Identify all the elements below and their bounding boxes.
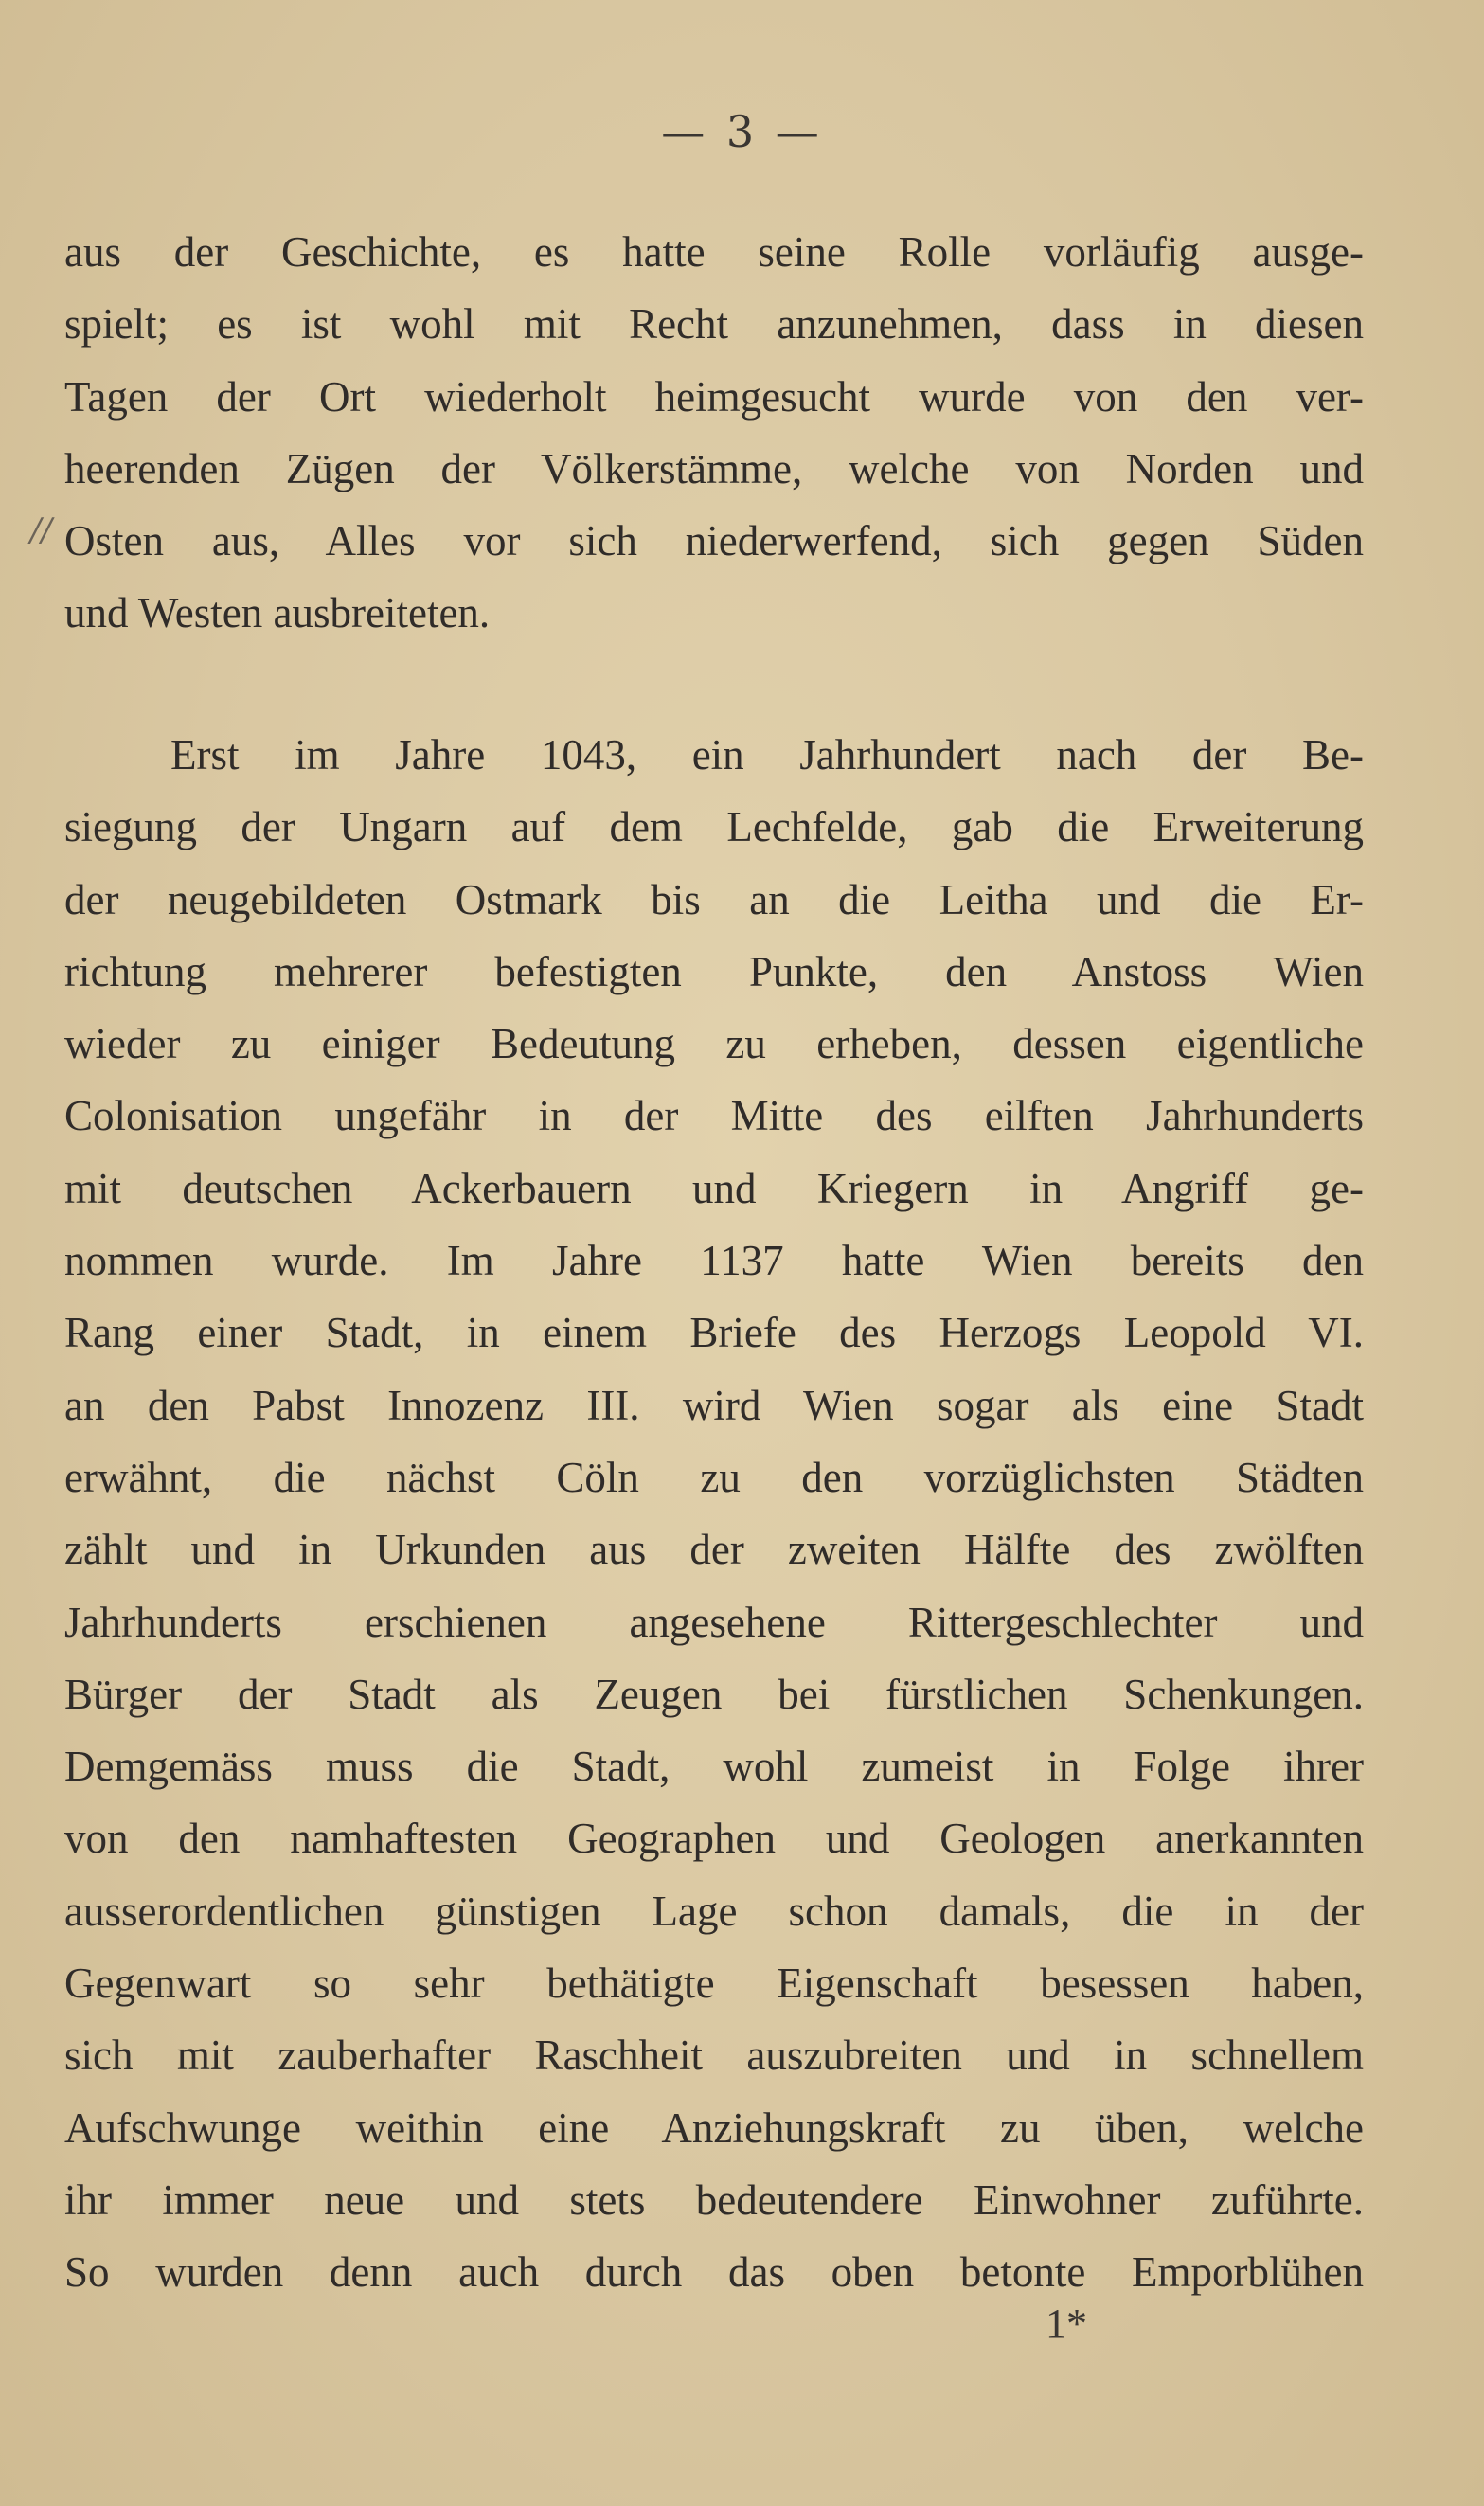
text-line: Osten aus, Alles vor sich niederwerfend, sich gegen Süden bbox=[64, 517, 1364, 565]
text-line: Tagen der Ort wiederholt heimgesucht wurde von den ver- bbox=[64, 372, 1364, 421]
page-number: — 3 — bbox=[661, 106, 823, 157]
text-line: Bürger der Stadt als Zeugen bei fürstlichen Schenkungen. bbox=[64, 1670, 1364, 1718]
paragraph-1 bbox=[64, 216, 1364, 650]
text-line: heerenden Zügen der Völkerstämme, welche von Norden und bbox=[64, 444, 1364, 492]
text-line: der neugebildeten Ostmark bis an die Leitha und die Er- bbox=[64, 875, 1364, 923]
text-line: spielt; es ist wohl mit Recht anzunehmen, dass in diesen bbox=[64, 300, 1364, 349]
signature-mark: 1* bbox=[1046, 2300, 1087, 2347]
text-line: Demgemäss muss die Stadt, wohl zumeist in Folge ihrer bbox=[64, 1743, 1364, 1791]
text-line: Jahrhunderts erschienen angesehene Rittergeschlechter und bbox=[64, 1598, 1364, 1646]
text-line: siegung der Ungarn auf dem Lechfelde, gab die Erweiterung bbox=[64, 803, 1364, 851]
text-line: und Westen ausbreiteten. bbox=[64, 589, 491, 637]
text-line: Gegenwart so sehr bethätigte Eigenschaft besessen haben, bbox=[64, 1960, 1364, 2008]
text-line: Rang einer Stadt, in einem Briefe des Herzogs Leopold VI. bbox=[64, 1309, 1364, 1357]
text-line: ihr immer neue und stets bedeutendere Einwohner zuführte. bbox=[64, 2175, 1364, 2224]
text-line: wieder zu einiger Bedeutung zu erheben, dessen eigentliche bbox=[64, 1020, 1364, 1068]
margin-annotation: // bbox=[30, 511, 52, 549]
text-line: nommen wurde. Im Jahre 1137 hatte Wien bereits den bbox=[64, 1237, 1364, 1285]
text-line: mit deutschen Ackerbauern und Kriegern in Angriff ge- bbox=[64, 1164, 1364, 1212]
text-line: zählt und in Urkunden aus der zweiten Hälfte des zwölften bbox=[64, 1526, 1364, 1574]
text-line: Colonisation ungefähr in der Mitte des eilften Jahrhunderts bbox=[64, 1092, 1364, 1140]
text-line: So wurden denn auch durch das oben betonte Emporblühen bbox=[64, 2248, 1364, 2297]
paragraph-2 bbox=[64, 719, 1364, 2309]
text-line: von den namhaftesten Geographen und Geologen anerkannten bbox=[64, 1815, 1364, 1863]
text-line: sich mit zauberhafter Raschheit auszubreiten und in schnellem bbox=[64, 2032, 1364, 2080]
text-line: Erst im Jahre 1043, ein Jahrhundert nach der Be- bbox=[170, 731, 1364, 779]
text-line: aus der Geschichte, es hatte seine Rolle vorläufig ausge- bbox=[64, 228, 1364, 276]
text-line: ausserordentlichen günstigen Lage schon damals, die in der bbox=[64, 1887, 1364, 1935]
text-line: richtung mehrerer befestigten Punkte, den Anstoss Wien bbox=[64, 947, 1364, 995]
text-line: Aufschwunge weithin eine Anziehungskraft zu üben, welche bbox=[64, 2103, 1364, 2152]
text-line: erwähnt, die nächst Cöln zu den vorzüglichsten Städten bbox=[64, 1453, 1364, 1501]
text-line: an den Pabst Innozenz III. wird Wien sogar als eine Stadt bbox=[64, 1381, 1364, 1429]
